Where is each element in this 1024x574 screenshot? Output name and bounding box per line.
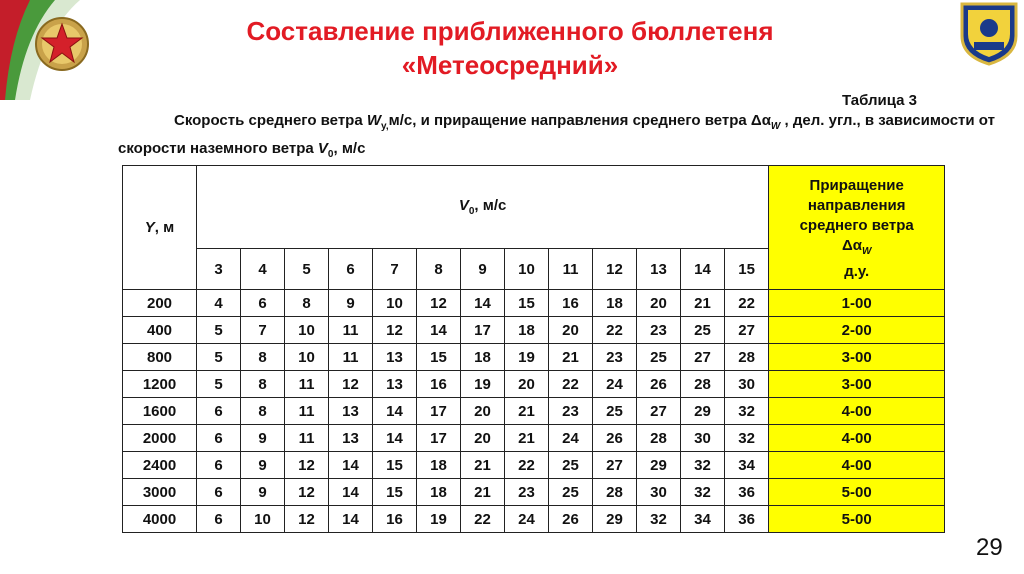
altitude-cell: 400 — [123, 317, 197, 344]
speed-cell: 17 — [417, 398, 461, 425]
speed-cell: 8 — [241, 371, 285, 398]
speed-cell: 24 — [593, 371, 637, 398]
increment-cell: 4-00 — [769, 452, 945, 479]
speed-cell: 11 — [329, 317, 373, 344]
speed-cell: 18 — [461, 344, 505, 371]
speed-cell: 22 — [725, 290, 769, 317]
speed-cell: 11 — [285, 398, 329, 425]
page-title — [140, 14, 880, 82]
speed-cell: 17 — [461, 317, 505, 344]
speed-cell: 34 — [725, 452, 769, 479]
speed-cell: 29 — [593, 506, 637, 533]
speed-cell: 6 — [197, 479, 241, 506]
speed-cell: 23 — [505, 479, 549, 506]
speed-cell: 15 — [373, 452, 417, 479]
speed-cell: 6 — [197, 506, 241, 533]
speed-cell: 9 — [241, 452, 285, 479]
header-v0: $V_0$, м/с — [197, 166, 769, 249]
speed-cell: 29 — [681, 398, 725, 425]
speed-cell: 26 — [593, 425, 637, 452]
table-number-label: Таблица 3 — [842, 92, 918, 109]
speed-cell: 14 — [329, 506, 373, 533]
speed-cell: 19 — [461, 371, 505, 398]
speed-cell: 32 — [681, 479, 725, 506]
speed-cell: 11 — [285, 425, 329, 452]
speed-cell: 27 — [681, 344, 725, 371]
speed-cell: 30 — [725, 371, 769, 398]
speed-cell: 20 — [637, 290, 681, 317]
speed-cell: 22 — [593, 317, 637, 344]
speed-cell: 27 — [725, 317, 769, 344]
speed-cell: 13 — [373, 371, 417, 398]
increment-cell: 1-00 — [769, 290, 945, 317]
speed-cell: 8 — [285, 290, 329, 317]
altitude-cell: 1600 — [123, 398, 197, 425]
speed-cell: 6 — [241, 290, 285, 317]
speed-cell: 25 — [593, 398, 637, 425]
speed-cell: 8 — [241, 398, 285, 425]
speed-cell: 20 — [461, 425, 505, 452]
speed-cell: 32 — [637, 506, 681, 533]
speed-cell: 36 — [725, 479, 769, 506]
speed-cell: 24 — [549, 425, 593, 452]
v0-header-cell: 10 — [505, 249, 549, 290]
table-caption: Скорость среднего ветра $W_{y,}м/с$, и приращение направления среднего ветра $\Delta\alpha_W$ , дел. угл., в зависимости от скорости наземного ветра $V_0$, м/с — [118, 112, 995, 160]
speed-cell: 20 — [549, 317, 593, 344]
speed-cell: 14 — [461, 290, 505, 317]
table-row — [123, 398, 945, 425]
speed-cell: 5 — [197, 344, 241, 371]
table-row — [123, 479, 945, 506]
increment-cell: 4-00 — [769, 398, 945, 425]
speed-cell: 14 — [373, 398, 417, 425]
speed-cell: 6 — [197, 452, 241, 479]
speed-cell: 12 — [373, 317, 417, 344]
speed-cell: 20 — [461, 398, 505, 425]
speed-cell: 21 — [505, 398, 549, 425]
speed-cell: 29 — [637, 452, 681, 479]
speed-cell: 25 — [681, 317, 725, 344]
speed-cell: 23 — [549, 398, 593, 425]
speed-cell: 21 — [505, 425, 549, 452]
speed-cell: 26 — [549, 506, 593, 533]
speed-cell: 16 — [373, 506, 417, 533]
speed-cell: 11 — [329, 344, 373, 371]
speed-cell: 24 — [505, 506, 549, 533]
table-row — [123, 317, 945, 344]
speed-cell: 5 — [197, 371, 241, 398]
speed-cell: 36 — [725, 506, 769, 533]
speed-cell: 23 — [637, 317, 681, 344]
v0-header-cell: 4 — [241, 249, 285, 290]
speed-cell: 8 — [241, 344, 285, 371]
university-shield-icon — [958, 0, 1020, 66]
speed-cell: 14 — [417, 317, 461, 344]
speed-cell: 32 — [725, 398, 769, 425]
speed-cell: 21 — [549, 344, 593, 371]
speed-cell: 30 — [637, 479, 681, 506]
table-row — [123, 425, 945, 452]
title-line-1: Составление приближенного бюллетеня — [246, 16, 774, 46]
speed-cell: 32 — [681, 452, 725, 479]
v0-header-cell: 14 — [681, 249, 725, 290]
speed-cell: 14 — [329, 479, 373, 506]
speed-cell: 25 — [549, 452, 593, 479]
speed-cell: 17 — [417, 425, 461, 452]
speed-cell: 10 — [373, 290, 417, 317]
speed-cell: 26 — [637, 371, 681, 398]
speed-cell: 28 — [681, 371, 725, 398]
speed-cell: 10 — [241, 506, 285, 533]
speed-cell: 21 — [681, 290, 725, 317]
speed-cell: 22 — [505, 452, 549, 479]
v0-header-cell: 15 — [725, 249, 769, 290]
speed-cell: 34 — [681, 506, 725, 533]
speed-cell: 22 — [549, 371, 593, 398]
speed-cell: 12 — [285, 452, 329, 479]
speed-cell: 10 — [285, 317, 329, 344]
speed-cell: 12 — [417, 290, 461, 317]
speed-cell: 19 — [505, 344, 549, 371]
speed-cell: 18 — [505, 317, 549, 344]
speed-cell: 9 — [241, 425, 285, 452]
speed-cell: 25 — [637, 344, 681, 371]
v0-header-cell: 9 — [461, 249, 505, 290]
table-row — [123, 452, 945, 479]
v0-header-cell: 3 — [197, 249, 241, 290]
speed-cell: 15 — [373, 479, 417, 506]
speed-cell: 6 — [197, 425, 241, 452]
speed-cell: 9 — [329, 290, 373, 317]
increment-cell: 3-00 — [769, 344, 945, 371]
increment-cell: 5-00 — [769, 506, 945, 533]
speed-cell: 12 — [285, 479, 329, 506]
speed-cell: 13 — [373, 344, 417, 371]
speed-cell: 18 — [593, 290, 637, 317]
table-row — [123, 290, 945, 317]
speed-cell: 28 — [725, 344, 769, 371]
speed-cell: 15 — [505, 290, 549, 317]
speed-cell: 14 — [373, 425, 417, 452]
speed-cell: 4 — [197, 290, 241, 317]
v0-header-cell: 13 — [637, 249, 681, 290]
increment-cell: 4-00 — [769, 425, 945, 452]
speed-cell: 16 — [549, 290, 593, 317]
v0-header-cell: 6 — [329, 249, 373, 290]
speed-cell: 18 — [417, 479, 461, 506]
page-number: 29 — [976, 534, 1003, 561]
speed-cell: 19 — [417, 506, 461, 533]
speed-cell: 13 — [329, 425, 373, 452]
speed-cell: 28 — [637, 425, 681, 452]
v0-header-cell: 8 — [417, 249, 461, 290]
table-row — [123, 506, 945, 533]
speed-cell: 25 — [549, 479, 593, 506]
increment-cell: 2-00 — [769, 317, 945, 344]
speed-cell: 20 — [505, 371, 549, 398]
increment-cell: 3-00 — [769, 371, 945, 398]
speed-cell: 27 — [593, 452, 637, 479]
speed-cell: 9 — [241, 479, 285, 506]
speed-cell: 21 — [461, 479, 505, 506]
speed-cell: 14 — [329, 452, 373, 479]
speed-cell: 12 — [285, 506, 329, 533]
speed-cell: 5 — [197, 317, 241, 344]
v0-header-cell: 7 — [373, 249, 417, 290]
title-line-2: «Метеосредний» — [401, 50, 619, 80]
speed-cell: 10 — [285, 344, 329, 371]
speed-cell: 6 — [197, 398, 241, 425]
speed-cell: 13 — [329, 398, 373, 425]
speed-cell: 30 — [681, 425, 725, 452]
altitude-cell: 4000 — [123, 506, 197, 533]
speed-cell: 18 — [417, 452, 461, 479]
speed-cell: 23 — [593, 344, 637, 371]
speed-cell: 21 — [461, 452, 505, 479]
red-star-emblem-icon — [0, 0, 120, 100]
speed-cell: 32 — [725, 425, 769, 452]
v0-header-cell: 11 — [549, 249, 593, 290]
speed-cell: 12 — [329, 371, 373, 398]
altitude-cell: 200 — [123, 290, 197, 317]
altitude-cell: 1200 — [123, 371, 197, 398]
altitude-cell: 800 — [123, 344, 197, 371]
speed-cell: 16 — [417, 371, 461, 398]
table-row — [123, 344, 945, 371]
speed-cell: 28 — [593, 479, 637, 506]
altitude-cell: 2000 — [123, 425, 197, 452]
altitude-cell: 2400 — [123, 452, 197, 479]
speed-cell: 11 — [285, 371, 329, 398]
speed-cell: 7 — [241, 317, 285, 344]
v0-header-cell: 12 — [593, 249, 637, 290]
wind-table — [122, 165, 945, 533]
header-y: Y, м — [123, 166, 197, 290]
altitude-cell: 3000 — [123, 479, 197, 506]
header-increment: Приращение направления среднего ветра $\Delta\alpha_W$ д.у. — [769, 166, 945, 290]
speed-cell: 22 — [461, 506, 505, 533]
speed-cell: 15 — [417, 344, 461, 371]
table-row — [123, 371, 945, 398]
v0-header-cell: 5 — [285, 249, 329, 290]
speed-cell: 27 — [637, 398, 681, 425]
increment-cell: 5-00 — [769, 479, 945, 506]
